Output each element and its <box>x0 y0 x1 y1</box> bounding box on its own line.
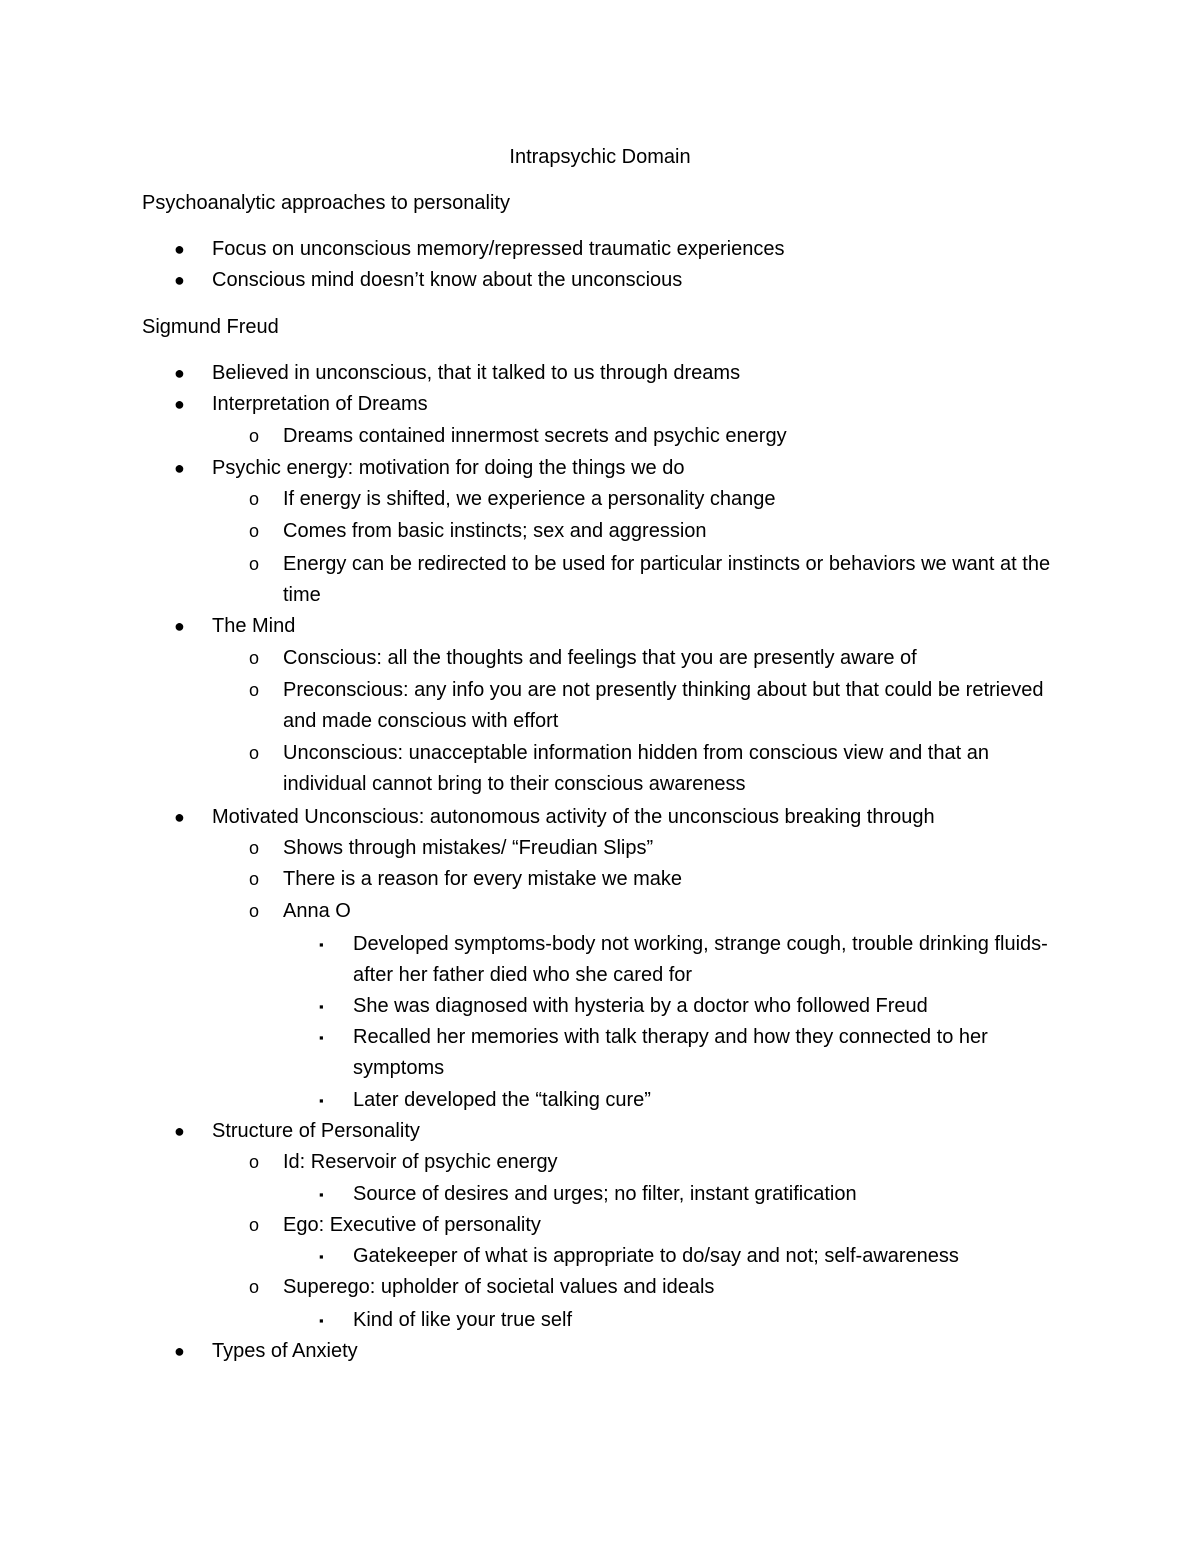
list-item: ● Motivated Unconscious: autonomous activity of the unconscious breaking through <box>212 802 1072 833</box>
list-item: ▪ Gatekeeper of what is appropriate to do/say and not; self-awareness <box>353 1241 1073 1272</box>
list-item: ▪ Developed symptoms-body not working, strange cough, trouble drinking fluids-after her father died who she cared for <box>353 929 1073 991</box>
bullet-marker: o <box>249 1277 260 1297</box>
bullet-marker: ● <box>174 394 185 414</box>
bullet-marker: ● <box>174 616 185 636</box>
list-item: ● Psychic energy: motivation for doing the things we do <box>212 453 1072 484</box>
list-item: o Dreams contained innermost secrets and psychic energy <box>283 421 1073 452</box>
bullet-marker: o <box>249 648 260 668</box>
bullet-marker: o <box>249 680 260 700</box>
list-item: ● Focus on unconscious memory/repressed traumatic experiences <box>212 234 1072 265</box>
bullet-marker: o <box>249 869 260 889</box>
bullet-marker: ● <box>174 363 185 383</box>
section-heading-psychoanalytic: Psychoanalytic approaches to personality <box>142 192 510 214</box>
bullet-marker: o <box>249 554 260 574</box>
bullet-marker: o <box>249 521 260 541</box>
list-item: ▪ Kind of like your true self <box>353 1305 1073 1336</box>
bullet-marker: ● <box>174 270 185 290</box>
list-item: ● Types of Anxiety <box>212 1336 1072 1367</box>
list-item: ● Conscious mind doesn’t know about the unconscious <box>212 265 1072 296</box>
list-item: ▪ Source of desires and urges; no filter, instant gratification <box>353 1179 1073 1210</box>
list-item: o Comes from basic instincts; sex and aggression <box>283 516 1073 547</box>
list-item: o If energy is shifted, we experience a personality change <box>283 484 1073 515</box>
bullet-marker: o <box>249 838 260 858</box>
list-item: o Superego: upholder of societal values and ideals <box>283 1272 1073 1303</box>
bullet-marker: ▪ <box>319 1249 324 1264</box>
bullet-marker: ▪ <box>319 1313 324 1328</box>
bullet-marker: ● <box>174 239 185 259</box>
bullet-marker: ● <box>174 1121 185 1141</box>
list-item: o Preconscious: any info you are not presently thinking about but that could be retrieved and made conscious with effort <box>283 675 1073 737</box>
section-heading-freud: Sigmund Freud <box>142 316 279 338</box>
list-item: o Id: Reservoir of psychic energy <box>283 1147 1073 1178</box>
list-item: ▪ She was diagnosed with hysteria by a doctor who followed Freud <box>353 991 1073 1022</box>
list-item: ● Structure of Personality <box>212 1116 1072 1147</box>
bullet-marker: ● <box>174 807 185 827</box>
list-item: o Ego: Executive of personality <box>283 1210 1073 1241</box>
list-item: o Anna O <box>283 896 1073 927</box>
bullet-marker: o <box>249 743 260 763</box>
bullet-marker: ▪ <box>319 1030 324 1045</box>
list-item: o Unconscious: unacceptable information hidden from conscious view and that an individual cannot bring to their conscious awareness <box>283 738 1073 800</box>
bullet-marker: o <box>249 489 260 509</box>
bullet-marker: ● <box>174 1341 185 1361</box>
list-item: ● The Mind <box>212 611 1072 642</box>
list-item: o There is a reason for every mistake we make <box>283 864 1073 895</box>
bullet-marker: o <box>249 426 260 446</box>
bullet-marker: o <box>249 1152 260 1172</box>
bullet-marker: ▪ <box>319 999 324 1014</box>
bullet-marker: o <box>249 1215 260 1235</box>
page-title: Intrapsychic Domain <box>509 146 691 168</box>
bullet-marker: ▪ <box>319 1187 324 1202</box>
list-item: o Shows through mistakes/ “Freudian Slips” <box>283 833 1073 864</box>
list-item: o Conscious: all the thoughts and feelings that you are presently aware of <box>283 643 1073 674</box>
bullet-marker: ▪ <box>319 1093 324 1108</box>
bullet-marker: ● <box>174 458 185 478</box>
bullet-marker: ▪ <box>319 937 324 952</box>
list-item: ▪ Recalled her memories with talk therapy and how they connected to her symptoms <box>353 1022 1073 1084</box>
list-item: ▪ Later developed the “talking cure” <box>353 1085 1073 1116</box>
bullet-marker: o <box>249 901 260 921</box>
list-item: ● Believed in unconscious, that it talked to us through dreams <box>212 358 1072 389</box>
list-item: ● Interpretation of Dreams <box>212 389 1072 420</box>
list-item: o Energy can be redirected to be used for particular instincts or behaviors we want at the time <box>283 549 1073 611</box>
